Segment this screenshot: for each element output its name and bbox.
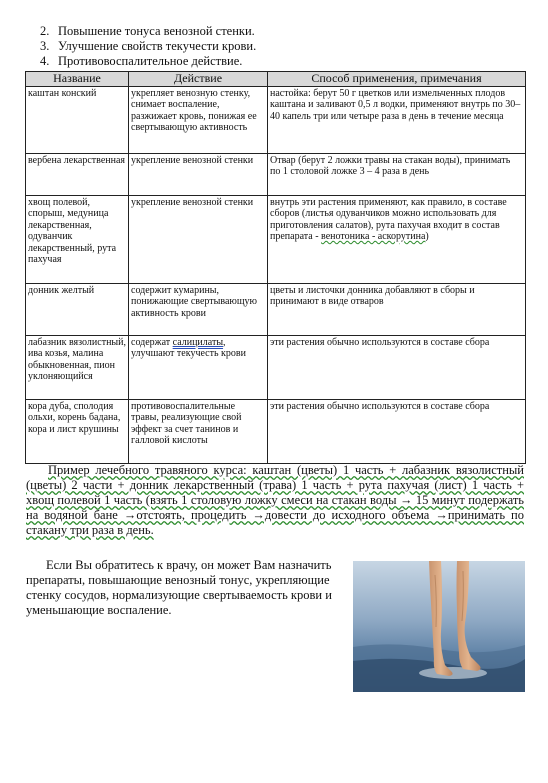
photo-illustration bbox=[353, 561, 525, 692]
herb-name: хвощ полевой, спорыш, медуница лекарственная, одуванчик лекарственный, рута пахучая bbox=[26, 195, 129, 283]
list-item bbox=[40, 39, 256, 54]
usage-term: венотоника - аскорутина bbox=[321, 231, 426, 242]
herb-name: каштан конский bbox=[26, 86, 129, 153]
herb-name: лабазник вязолистный, ива козья, малина обыкновенная, пион уклоняющийся bbox=[26, 335, 129, 399]
herb-action: укрепление венозной стенки bbox=[129, 153, 268, 195]
herb-name: кора дуба, сполодия ольхи, корень бадана, кора и лист крушины bbox=[26, 399, 129, 463]
header-name: Название bbox=[26, 72, 129, 87]
usage-text: внутрь эти растения применяют, как правило, в составе сборов (листья одуванчиков можно использовать для приготовления салатов), рута пахучая входит в состав препарата - bbox=[270, 196, 507, 242]
herb-usage bbox=[268, 195, 526, 283]
table-row bbox=[26, 283, 526, 335]
action-term: салицилаты bbox=[172, 336, 224, 348]
header-action: Действие bbox=[129, 72, 268, 87]
doctor-advice: Если Вы обратитесь к врачу, он может Вам назначить препараты, повышающие венозный тонус, укрепляющие стенку сосудов, нормализующие свертываемость крови и уменьшающие воспаление. bbox=[26, 558, 332, 617]
herb-name: вербена лекарственная bbox=[26, 153, 129, 195]
list-text: Повышение тонуса венозной стенки. bbox=[58, 24, 255, 38]
herb-action bbox=[129, 335, 268, 399]
list-text: Улучшение свойств текучести крови. bbox=[58, 39, 257, 53]
table-row bbox=[26, 195, 526, 283]
herb-usage: настойка: берут 50 г цветков или измельченных плодов каштана и заливают 0,5 л водки, применяют внутрь по 30–40 капель три или четыре раза в день в течение месяца bbox=[268, 86, 526, 153]
list-number: 3. bbox=[40, 39, 50, 53]
list-item bbox=[40, 54, 256, 69]
usage-close: ) bbox=[425, 231, 429, 242]
table-row bbox=[26, 335, 526, 399]
list-text: Противовоспалительное действие. bbox=[58, 54, 243, 68]
improvement-list bbox=[40, 24, 256, 69]
herb-usage: эти растения обычно используются в составе сбора bbox=[268, 399, 526, 463]
header-usage: Способ применения, примечания bbox=[268, 72, 526, 87]
list-number: 4. bbox=[40, 54, 50, 68]
herb-usage: эти растения обычно используются в составе сбора bbox=[268, 335, 526, 399]
herb-usage: Отвар (берут 2 ложки травы на стакан воды), принимать по 1 столовой ложке 3 – 4 раза в день bbox=[268, 153, 526, 195]
table-row bbox=[26, 86, 526, 153]
table-row bbox=[26, 399, 526, 463]
table-header-row bbox=[26, 72, 526, 87]
herbs-table bbox=[25, 71, 526, 464]
herb-action: укрепление венозной стенки bbox=[129, 195, 268, 283]
herb-name: донник желтый bbox=[26, 283, 129, 335]
herb-action: укрепляет венозную стенку, снимает воспаление, разжижает кровь, понижая ее свертывающую активность bbox=[129, 86, 268, 153]
treatment-example: Пример лечебного травяного курса: каштан (цветы) 1 часть + лабазник вязолистный (цветы) 2 части + донник лекарственный (трава) 1 часть + рута пахучая (лист) 1 часть + хвощ полевой 1 часть (взять 1 столовую ложку смеси на стакан воды → 15 минут подержать на водяной бане →отстоять, процедить →довести до исходного объема →принимать по стакану три раза в день. bbox=[26, 463, 524, 537]
action-text-rest: , улучшают текучесть крови bbox=[131, 336, 246, 359]
action-text: содержат bbox=[131, 336, 173, 348]
herb-action: содержит кумарины, понижающие свертывающую активность крови bbox=[129, 283, 268, 335]
feet-on-water-photo bbox=[353, 561, 525, 692]
list-number: 2. bbox=[40, 24, 50, 38]
table-row bbox=[26, 153, 526, 195]
herb-usage: цветы и листочки донника добавляют в сборы и принимают в виде отваров bbox=[268, 283, 526, 335]
list-item bbox=[40, 24, 256, 39]
herb-action: противовоспалительные травы, реализующие свой эффект за счет танинов и галловой кислоты bbox=[129, 399, 268, 463]
